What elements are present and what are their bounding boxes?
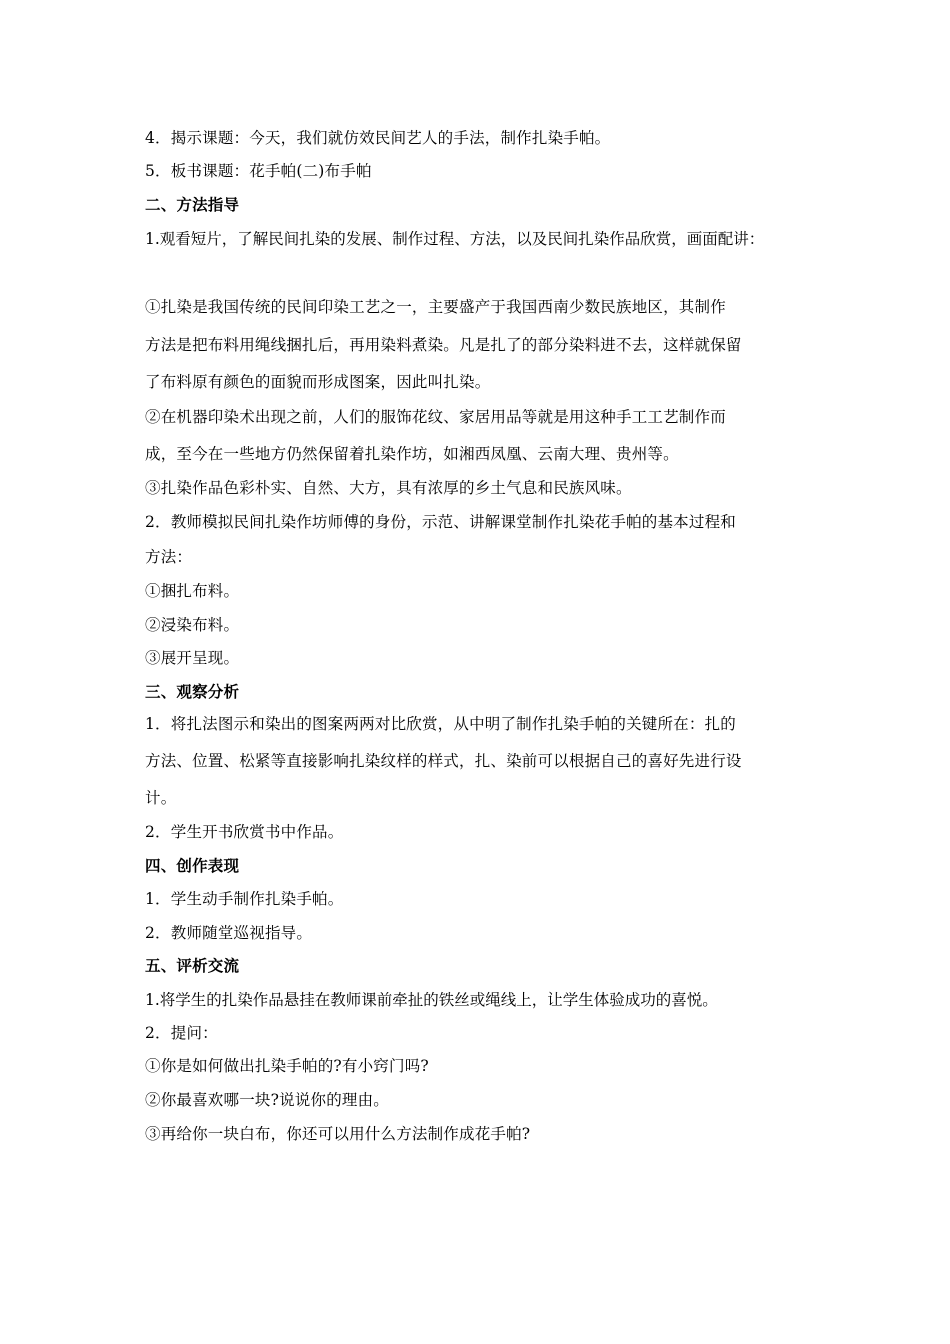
create-item-2: 2．教师随堂巡视指导。 xyxy=(145,924,313,942)
evaluate-item-1: 1.将学生的扎染作品悬挂在教师课前牵扯的铁丝或绳线上，让学生体验成功的喜悦。 xyxy=(145,991,718,1009)
observe-item-2: 2．学生开书欣赏书中作品。 xyxy=(145,823,344,841)
section-heading-creative-expression: 四、创作表现 xyxy=(145,857,240,875)
narration-2-line-2: 成，至今在一些地方仍然保留着扎染作坊，如湘西凤凰、云南大理、贵州等。 xyxy=(145,445,679,463)
section-heading-observe-analyze: 三、观察分析 xyxy=(145,683,240,701)
observe-item-1-line-3: 计。 xyxy=(145,789,177,807)
narration-1-line-1: ①扎染是我国传统的民间印染工艺之一，主要盛产于我国西南少数民族地区，其制作 xyxy=(145,298,726,316)
method-item-1-watch-film: 1.观看短片，了解民间扎染的发展、制作过程、方法，以及民间扎染作品欣赏，画面配讲： xyxy=(145,230,765,248)
narration-3: ③扎染作品色彩朴实、自然、大方，具有浓厚的乡土气息和民族风味。 xyxy=(145,479,632,497)
narration-1-line-2: 方法是把布料用绳线捆扎后，再用染料煮染。凡是扎了的部分染料进不去，这样就保留 xyxy=(145,336,742,354)
create-item-1: 1．学生动手制作扎染手帕。 xyxy=(145,890,344,908)
process-step-unfold: ③展开呈现。 xyxy=(145,649,240,667)
evaluate-item-2-question: 2．提问： xyxy=(145,1024,218,1042)
question-2: ②你最喜欢哪一块?说说你的理由。 xyxy=(145,1091,390,1109)
narration-2-line-1: ②在机器印染术出现之前，人们的服饰花纹、家居用品等就是用这种手工工艺制作而 xyxy=(145,408,726,426)
section-heading-method-guidance: 二、方法指导 xyxy=(145,196,240,214)
process-step-dye: ②浸染布料。 xyxy=(145,616,240,634)
section-heading-evaluation-exchange: 五、评析交流 xyxy=(145,957,240,975)
method-item-2-line-2: 方法： xyxy=(145,548,193,566)
process-step-bind: ①捆扎布料。 xyxy=(145,582,240,600)
question-1: ①你是如何做出扎染手帕的?有小窍门吗? xyxy=(145,1057,429,1075)
step-4-reveal-topic: 4．揭示课题：今天，我们就仿效民间艺人的手法，制作扎染手帕。 xyxy=(145,129,611,147)
step-5-board-title: 5．板书课题：花手帕(二)布手帕 xyxy=(145,162,372,180)
observe-item-1-line-1: 1．将扎法图示和染出的图案两两对比欣赏，从中明了制作扎染手帕的关键所在：扎的 xyxy=(145,715,736,733)
observe-item-1-line-2: 方法、位置、松紧等直接影响扎染纹样的样式，扎、染前可以根据自己的喜好先进行设 xyxy=(145,752,742,770)
question-3: ③再给你一块白布，你还可以用什么方法制作成花手帕? xyxy=(145,1125,531,1143)
method-item-2-line-1: 2．教师模拟民间扎染作坊师傅的身份，示范、讲解课堂制作扎染花手帕的基本过程和 xyxy=(145,513,736,531)
narration-1-line-3: 了布料原有颜色的面貌而形成图案，因此叫扎染。 xyxy=(145,373,491,391)
